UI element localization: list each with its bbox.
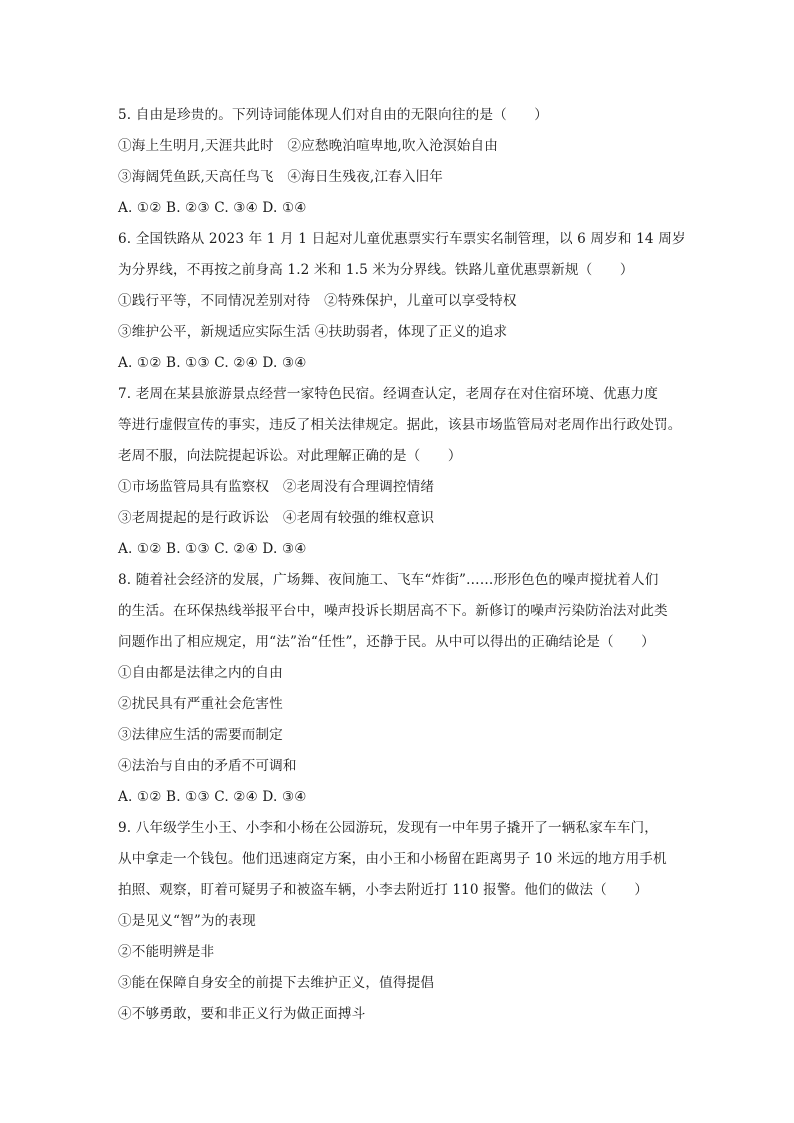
question-stem-line: 7. 老周在某县旅游景点经营一家特色民宿。经调查认定，老周存在对住宿环境、优惠力度 (118, 386, 659, 402)
question-option-line: ②不能明辨是非 (118, 944, 215, 960)
question-option-line: ③能在保障自身安全的前提下去维护正义，值得提倡 (118, 975, 435, 991)
question-option-line: ③维护公平，新规适应实际生活 ④扶助弱者，体现了正义的追求 (118, 324, 508, 340)
question-option-line: ③海阔凭鱼跃,天高任鸟飞 ④海日生残夜,江春入旧年 (118, 169, 444, 185)
question-stem-line: 老周不服，向法院提起诉讼。对此理解正确的是（ ） (118, 448, 462, 464)
question-stem-line: 9. 八年级学生小王、小李和小杨在公园游玩，发现有一中年男子撬开了一辆私家车车门， (118, 820, 659, 836)
question-option-line: ①践行平等，不同情况差别对待 ②特殊保护，儿童可以享受特权 (118, 293, 517, 309)
question-stem-line: 的生活。在环保热线举报平台中，噪声投诉长期居高不下。新修订的噪声污染防治法对此类 (118, 603, 668, 619)
answer-choices: A. ①② B. ①③ C. ②④ D. ③④ (118, 541, 307, 557)
answer-choices: A. ①② B. ①③ C. ②④ D. ③④ (118, 789, 307, 805)
question-stem-line: 问题作出了相应规定，用“法”治“任性”，还静于民。从中可以得出的正确结论是（ ） (118, 634, 655, 650)
question-option-line: ③法律应生活的需要而制定 (118, 727, 283, 743)
question-option-line: ③老周提起的是行政诉讼 ④老周有较强的维权意识 (118, 510, 435, 526)
question-option-line: ①是见义“智”为的表现 (118, 913, 256, 929)
question-stem-line: 拍照、观察，盯着可疑男子和被盗车辆，小李去附近打 110 报警。他们的做法（ ） (118, 882, 649, 898)
answer-choices: A. ①② B. ②③ C. ③④ D. ①④ (118, 200, 307, 216)
question-stem-line: 6. 全国铁路从 2023 年 1 月 1 日起对儿童优惠票实行车票实名制管理，以 6 周岁和 14 周岁 (118, 231, 686, 247)
question-stem-line: 8. 随着社会经济的发展，广场舞、夜间施工、飞车“炸街”……形形色色的噪声搅扰着人们 (118, 572, 659, 588)
question-option-line: ①海上生明月,天涯共此时 ②应愁晚泊喧卑地,吹入沧溟始自由 (118, 138, 499, 154)
question-9 (118, 813, 678, 1030)
question-option-line: ④法治与自由的矛盾不可调和 (118, 758, 297, 774)
question-8 (118, 565, 678, 813)
question-stem-line: 5. 自由是珍贵的。下列诗词能体现人们对自由的无限向往的是（ ） (118, 107, 549, 123)
question-6 (118, 224, 686, 379)
question-5 (118, 100, 678, 224)
question-stem-line: 从中拿走一个钱包。他们迅速商定方案，由小王和小杨留在距离男子 10 米远的地方用手机 (118, 851, 667, 867)
question-stem-line: 等进行虚假宣传的事实，违反了相关法律规定。据此，该县市场监管局对老周作出行政处罚。 (118, 417, 682, 433)
question-option-line: ①市场监管局具有监察权 ②老周没有合理调控情绪 (118, 479, 435, 495)
question-option-line: ④不够勇敢，要和非正义行为做正面搏斗 (118, 1006, 366, 1022)
answer-choices: A. ①② B. ①③ C. ②④ D. ③④ (118, 355, 307, 371)
question-7 (118, 379, 682, 565)
question-list (118, 100, 686, 1030)
question-stem-line: 为分界线，不再按之前身高 1.2 米和 1.5 米为分界线。铁路儿童优惠票新规（ ） (118, 262, 634, 278)
question-option-line: ①自由都是法律之内的自由 (118, 665, 283, 681)
question-option-line: ②扰民具有严重社会危害性 (118, 696, 283, 712)
